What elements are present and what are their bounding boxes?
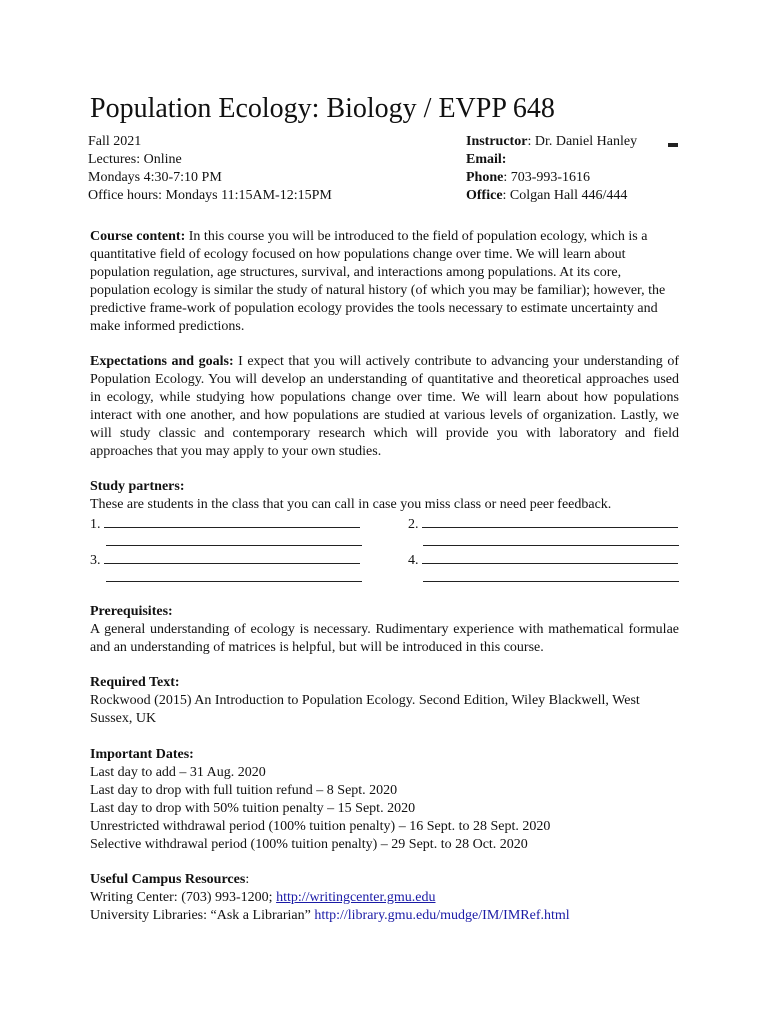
resources-heading: Useful Campus Resources bbox=[90, 872, 246, 887]
resources-section bbox=[90, 871, 679, 925]
page-title: Population Ecology: Biology / EVPP 648 bbox=[90, 93, 555, 124]
library-label: University Libraries: “Ask a Librarian” bbox=[90, 908, 315, 923]
partner-2-label: 2. bbox=[408, 517, 419, 532]
expectations-section bbox=[90, 353, 679, 461]
prerequisites-heading: Prerequisites: bbox=[90, 604, 173, 619]
partner-3-label: 3. bbox=[90, 553, 101, 568]
office-hours: Office hours: Mondays 11:15AM-12:15PM bbox=[88, 188, 332, 203]
library-link[interactable]: http://library.gmu.edu/mudge/IM/IMRef.html bbox=[314, 908, 570, 923]
instructor-name: : Dr. Daniel Hanley bbox=[527, 134, 638, 149]
study-partners-section bbox=[90, 478, 679, 514]
partner-2-blank-2[interactable] bbox=[423, 532, 679, 546]
course-term: Fall 2021 bbox=[88, 134, 142, 149]
phone-line bbox=[466, 169, 637, 187]
course-lectures: Lectures: Online bbox=[88, 152, 182, 167]
office-label: Office bbox=[466, 188, 503, 203]
partner-1[interactable] bbox=[90, 514, 360, 534]
partner-1-label: 1. bbox=[90, 517, 101, 532]
course-content-section bbox=[90, 228, 679, 336]
writing-center-link[interactable]: http://writingcenter.gmu.edu bbox=[276, 890, 436, 905]
partner-1-blank-2[interactable] bbox=[106, 532, 362, 546]
course-content-heading: Course content: bbox=[90, 229, 186, 244]
course-content-text: In this course you will be introduced to the field of population ecology, which is a quantitative field of ecology focused on how populations change over time. We will learn about population regulation, age structures, survival, and interactions among populations. At its core, population ecology is similar the study of natural history (of which you may be familiar); however, the predictive frame-work of population ecology provides the tools necessary to estimate uncertainty and make informed predictions. bbox=[90, 229, 666, 334]
prerequisites-section bbox=[90, 603, 679, 657]
date-item: Unrestricted withdrawal period (100% tuition penalty) – 16 Sept. to 28 Sept. 2020 bbox=[90, 819, 551, 834]
study-partners-intro: These are students in the class that you can call in case you miss class or need peer feedback. bbox=[90, 497, 612, 512]
phone-label: Phone bbox=[466, 170, 504, 185]
partner-3-blank[interactable] bbox=[104, 550, 360, 564]
partner-2[interactable] bbox=[408, 514, 678, 534]
date-item: Last day to add – 31 Aug. 2020 bbox=[90, 765, 266, 780]
instructor-line bbox=[466, 133, 637, 151]
email-line bbox=[466, 151, 637, 169]
date-item: Last day to drop with 50% tuition penalty – 15 Sept. 2020 bbox=[90, 801, 416, 816]
important-dates-section bbox=[90, 746, 679, 854]
partner-4-label: 4. bbox=[408, 553, 419, 568]
partner-4-blank-2[interactable] bbox=[423, 568, 679, 582]
important-dates-heading: Important Dates: bbox=[90, 747, 194, 762]
writing-center-label: Writing Center: (703) 993-1200; bbox=[90, 890, 277, 905]
writing-center-line bbox=[90, 889, 679, 907]
email-label: Email: bbox=[466, 152, 507, 167]
course-info bbox=[88, 133, 332, 205]
partner-4[interactable] bbox=[408, 550, 678, 570]
course-schedule: Mondays 4:30-7:10 PM bbox=[88, 170, 222, 185]
dash-mark bbox=[668, 143, 678, 147]
office-line bbox=[466, 187, 637, 205]
study-partners-heading: Study partners: bbox=[90, 479, 185, 494]
library-line bbox=[90, 907, 679, 925]
resources-heading-colon: : bbox=[245, 872, 250, 887]
required-text-heading: Required Text: bbox=[90, 675, 180, 690]
office-value: : Colgan Hall 446/444 bbox=[502, 188, 628, 203]
instructor-info bbox=[466, 133, 637, 205]
phone-value: : 703-993-1616 bbox=[503, 170, 591, 185]
instructor-label: Instructor bbox=[466, 134, 528, 149]
required-text-section bbox=[90, 674, 679, 728]
partner-3-blank-2[interactable] bbox=[106, 568, 362, 582]
partner-1-blank[interactable] bbox=[104, 514, 360, 528]
date-item: Last day to drop with full tuition refund – 8 Sept. 2020 bbox=[90, 783, 398, 798]
date-item: Selective withdrawal period (100% tuition penalty) – 29 Sept. to 28 Oct. 2020 bbox=[90, 837, 528, 852]
partner-2-blank[interactable] bbox=[422, 514, 678, 528]
partner-3[interactable] bbox=[90, 550, 360, 570]
expectations-heading: Expectations and goals: bbox=[90, 354, 234, 369]
expectations-text: I expect that you will actively contribute to advancing your understanding of Population Ecology. You will develop an understanding of quantitative and theoretical approaches used in ecology, while studying how populations change over time. We will learn about how populations interact with one another, and how populations are studied at various levels of organization. Lastly, we will study classic and contemporary research which will provide you with laboratory and field approaches that you may apply to your own studies. bbox=[90, 354, 679, 459]
partner-4-blank[interactable] bbox=[422, 550, 678, 564]
prerequisites-text: A general understanding of ecology is necessary. Rudimentary experience with mathematical formulae and an understanding of matrices is helpful, but will be introduced in this course. bbox=[90, 622, 679, 655]
required-text-body: Rockwood (2015) An Introduction to Population Ecology. Second Edition, Wiley Blackwell, West Sussex, UK bbox=[90, 693, 640, 726]
